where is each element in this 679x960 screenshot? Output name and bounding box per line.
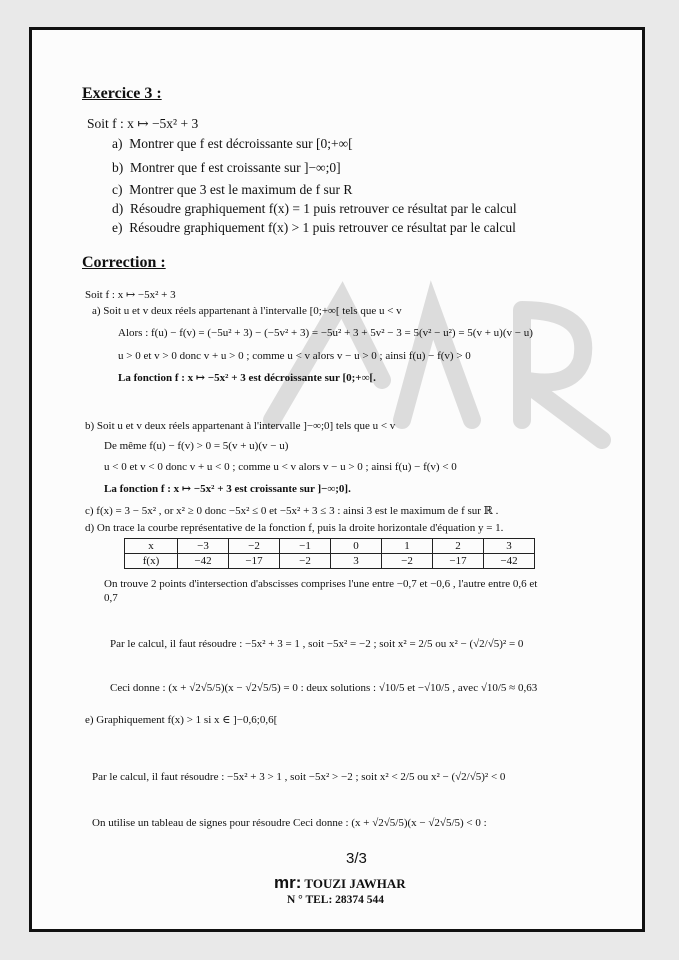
- question-a: [112, 136, 353, 152]
- exercise-function-def: Soit f : x ↦ −5x² + 3: [87, 116, 199, 131]
- correction-title: Correction :: [82, 254, 166, 271]
- document-page: [29, 27, 645, 932]
- question-e-label: e): [112, 220, 123, 235]
- author-phone: N ° TEL: 28374 544: [287, 894, 385, 906]
- correction-b-line1: b) Soit u et v deux réels appartenant à l'intervalle ]−∞;0] tels que u < v: [85, 420, 396, 432]
- correction-b-line2: De même f(u) − f(v) > 0 = 5(v + u)(v − u): [104, 440, 289, 452]
- correction-a-line2: Alors : f(u) − f(v) = (−5u² + 3) − (−5v² + 3) = −5u² + 3 + 5v² − 3 = 5(v² − u²) = 5(v + u)(v − u): [118, 327, 533, 339]
- correction-a-line1: a) Soit u et v deux réels appartenant à l'intervalle [0;+∞[ tels que u < v: [92, 305, 402, 317]
- correction-d-line2: On trouve 2 points d'intersection d'abscisses comprises l'une entre −0,7 et −0,6 , l'autre entre 0,6 et: [104, 578, 538, 590]
- correction-d-line5: Ceci donne : (x + √2√5/5)(x − √2√5/5) = 0 : deux solutions : √10/5 et −√10/5 , avec √10/5 ≈ 0,63: [110, 682, 538, 694]
- values-table-x-cell: 2: [433, 539, 484, 554]
- question-b-text: Montrer que f est croissante sur ]−∞;0]: [130, 160, 341, 175]
- values-table-fx-cell: −42: [484, 554, 535, 569]
- correction-b-line3: u < 0 et v < 0 donc v + u < 0 ; comme u < v alors v − u > 0 ; ainsi f(u) − f(v) < 0: [104, 461, 457, 473]
- values-table-x-cell: −3: [178, 539, 229, 554]
- correction-function-def: Soit f : x ↦ −5x² + 3: [85, 289, 176, 301]
- values-table-fx-cell: −42: [178, 554, 229, 569]
- values-table-fx-cell: −17: [433, 554, 484, 569]
- values-table-x-cell: 0: [331, 539, 382, 554]
- author-name: TOUZI JAWHAR: [304, 876, 406, 891]
- question-a-text: Montrer que f est décroissante sur [0;+∞[: [129, 136, 353, 151]
- question-e-text: Résoudre graphiquement f(x) > 1 puis retrouver ce résultat par le calcul: [129, 220, 516, 235]
- question-d-label: d): [112, 201, 124, 216]
- values-table-fx-header: f(x): [125, 554, 178, 569]
- document-content: [32, 30, 642, 929]
- values-table-x-cell: −2: [229, 539, 280, 554]
- correction-e-line2: Par le calcul, il faut résoudre : −5x² + 3 > 1 , soit −5x² > −2 ; soit x² < 2/5 ou x² − (√2/√5)² < 0: [92, 771, 506, 783]
- values-table-row-x: [125, 539, 535, 554]
- values-table-x-cell: 1: [382, 539, 433, 554]
- correction-b-line4: La fonction f : x ↦ −5x² + 3 est croissante sur ]−∞;0].: [104, 483, 351, 495]
- values-table-x-cell: −1: [280, 539, 331, 554]
- author-prefix: mr:: [274, 873, 302, 892]
- correction-d-line3: 0,7: [104, 592, 118, 604]
- question-b-label: b): [112, 160, 124, 175]
- correction-d-line4: Par le calcul, il faut résoudre : −5x² + 3 = 1 , soit −5x² = −2 ; soit x² = 2/5 ou x² − (√2/√5)² = 0: [110, 638, 524, 650]
- question-d-text: Résoudre graphiquement f(x) = 1 puis retrouver ce résultat par le calcul: [130, 201, 517, 216]
- exercise-title: Exercice 3 :: [82, 85, 162, 102]
- page-number: 3/3: [346, 850, 367, 867]
- question-c: [112, 182, 352, 198]
- values-table-x-header: x: [125, 539, 178, 554]
- values-table-fx-cell: −2: [280, 554, 331, 569]
- correction-e-line3: On utilise un tableau de signes pour résoudre Ceci donne : (x + √2√5/5)(x − √2√5/5) < 0 :: [92, 817, 487, 829]
- question-b: [112, 160, 341, 176]
- question-a-label: a): [112, 136, 123, 151]
- values-table-fx-cell: 3: [331, 554, 382, 569]
- author-line: [274, 873, 406, 893]
- question-e: [112, 220, 516, 236]
- question-c-text: Montrer que 3 est le maximum de f sur R: [129, 182, 353, 197]
- correction-a-line3: u > 0 et v > 0 donc v + u > 0 ; comme u < v alors v − u > 0 ; ainsi f(u) − f(v) > 0: [118, 350, 471, 362]
- correction-a-line4: La fonction f : x ↦ −5x² + 3 est décroissante sur [0;+∞[.: [118, 372, 376, 384]
- values-table-x-cell: 3: [484, 539, 535, 554]
- question-d: [112, 201, 517, 217]
- correction-e-line1: e) Graphiquement f(x) > 1 si x ∈ ]−0,6;0,6[: [85, 714, 278, 726]
- values-table-fx-cell: −2: [382, 554, 433, 569]
- values-table-fx-cell: −17: [229, 554, 280, 569]
- correction-d-line1: d) On trace la courbe représentative de la fonction f, puis la droite horizontale d'équation y = 1.: [85, 522, 504, 534]
- question-c-label: c): [112, 182, 123, 197]
- values-table: [124, 538, 535, 569]
- values-table-row-fx: [125, 554, 535, 569]
- correction-c-line1: c) f(x) = 3 − 5x² , or x² ≥ 0 donc −5x² ≤ 0 et −5x² + 3 ≤ 3 : ainsi 3 est le maximum de f sur ℝ .: [85, 505, 499, 517]
